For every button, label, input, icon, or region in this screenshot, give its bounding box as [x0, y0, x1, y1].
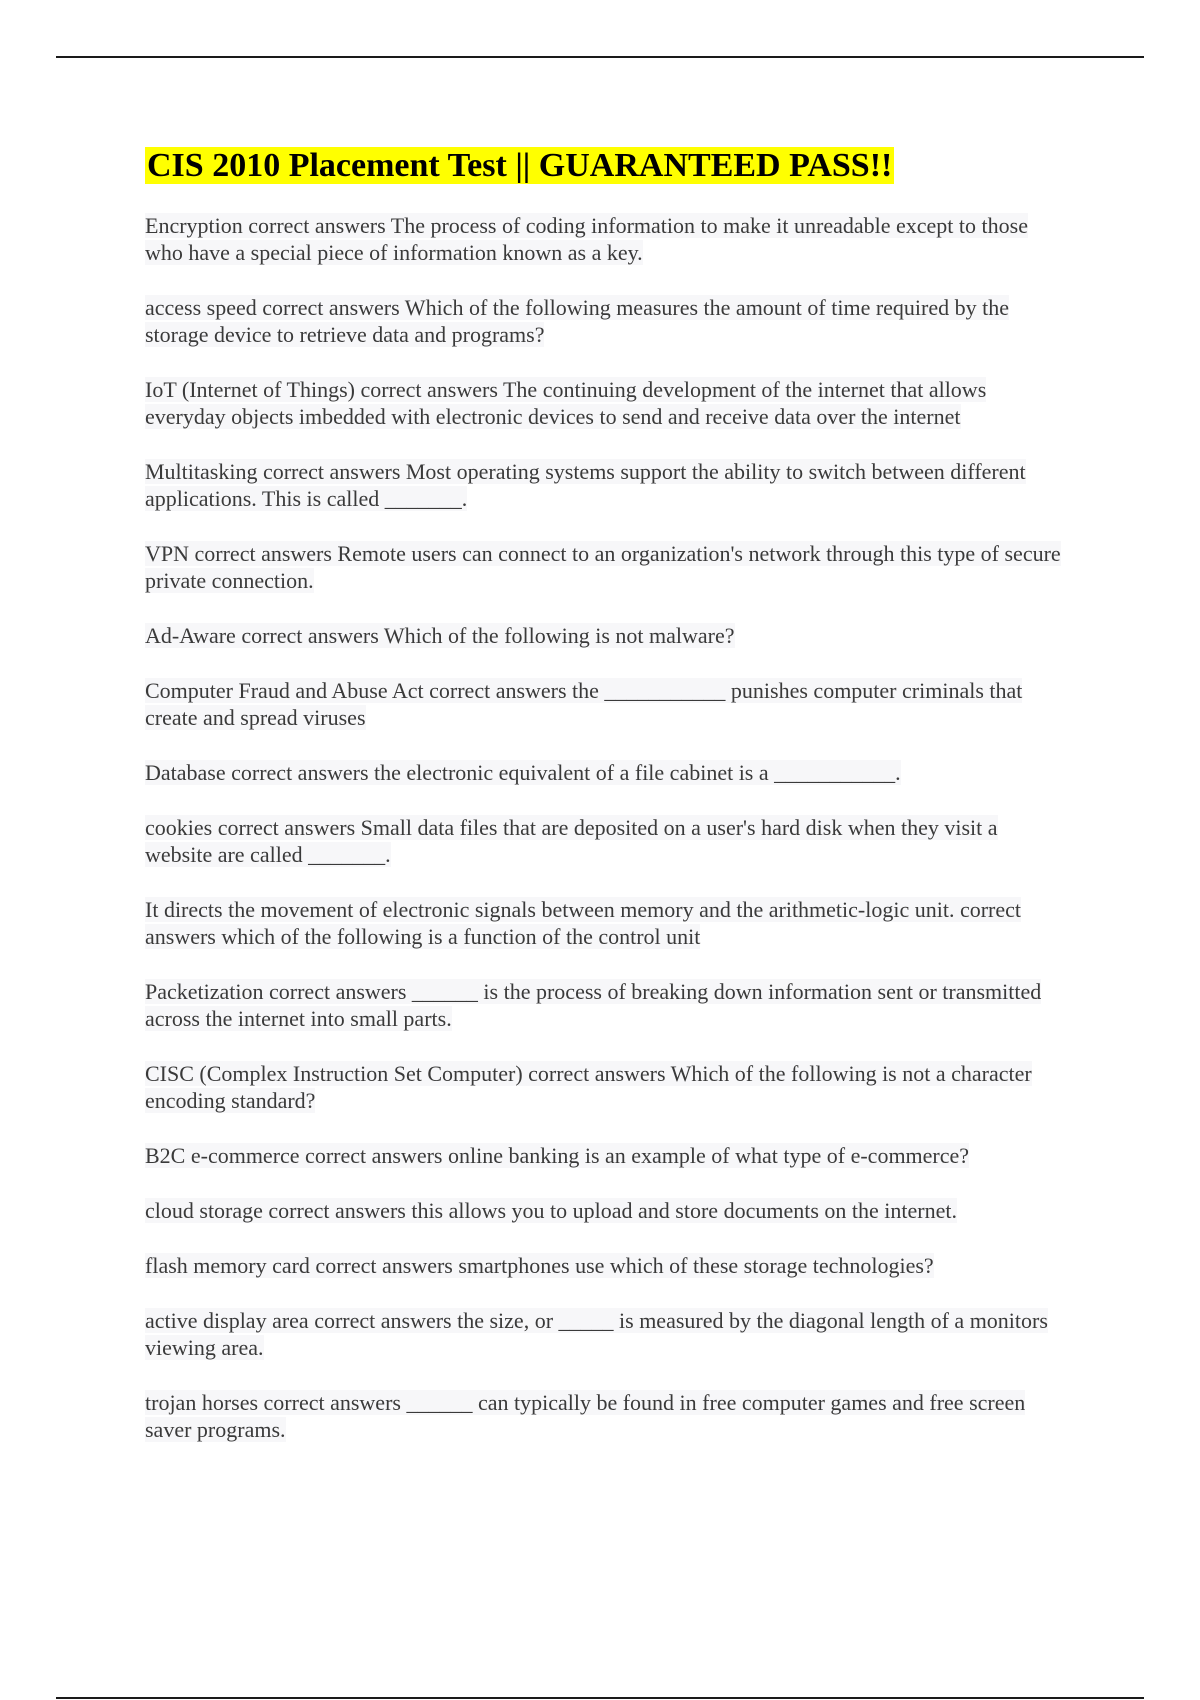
qa-entry [145, 1197, 1065, 1224]
document-title [145, 144, 1065, 188]
qa-entry [145, 458, 1065, 512]
qa-entry [145, 294, 1065, 348]
qa-entry [145, 1389, 1065, 1443]
qa-entry-text: access speed correct answers Which of the following measures the amount of time required by the storage device to retrieve data and programs? [145, 295, 1010, 347]
qa-entry-text: IoT (Internet of Things) correct answers The continuing development of the internet that allows everyday objects imbedded with electronic devices to send and receive data over the internet [145, 377, 987, 429]
qa-entry-text: Ad-Aware correct answers Which of the following is not malware? [145, 623, 735, 648]
qa-entry [145, 540, 1065, 594]
qa-entry-text: active display area correct answers the size, or _____ is measured by the diagonal length of a monitors viewing area. [145, 1308, 1048, 1360]
qa-entry-text: Packetization correct answers ______ is the process of breaking down information sent or transmitted across the internet into small parts. [145, 979, 1042, 1031]
qa-entry-text: Database correct answers the electronic equivalent of a file cabinet is a ___________. [145, 760, 901, 785]
qa-entry-text: Computer Fraud and Abuse Act correct answers the ___________ punishes computer criminals that create and spread viruses [145, 678, 1023, 730]
qa-entry [145, 978, 1065, 1032]
qa-entry-text: VPN correct answers Remote users can connect to an organization's network through this type of secure private connection. [145, 541, 1061, 593]
qa-entry [145, 212, 1065, 266]
document-body [145, 144, 1065, 1471]
qa-entry-text: cookies correct answers Small data files that are deposited on a user's hard disk when they visit a website are called _______. [145, 815, 998, 867]
qa-entry [145, 622, 1065, 649]
qa-entry-text: cloud storage correct answers this allows you to upload and store documents on the internet. [145, 1198, 957, 1223]
qa-entry [145, 1307, 1065, 1361]
qa-entry-text: Encryption correct answers The process of coding information to make it unreadable except to those who have a special piece of information known as a key. [145, 213, 1028, 265]
qa-entry [145, 1252, 1065, 1279]
footer-rule [56, 1697, 1144, 1699]
header-rule [56, 56, 1144, 58]
qa-entry [145, 759, 1065, 786]
qa-entry [145, 1142, 1065, 1169]
qa-entry-text: CISC (Complex Instruction Set Computer) correct answers Which of the following is not a character encoding standard? [145, 1061, 1032, 1113]
qa-entry [145, 1060, 1065, 1114]
qa-entry-text: B2C e-commerce correct answers online banking is an example of what type of e-commerce? [145, 1143, 970, 1168]
qa-entry [145, 814, 1065, 868]
qa-entry [145, 677, 1065, 731]
document-title-text: CIS 2010 Placement Test || GUARANTEED PASS!! [147, 147, 893, 184]
qa-entry-text: It directs the movement of electronic signals between memory and the arithmetic-logic unit. correct answers which of the following is a function of the control unit [145, 897, 1022, 949]
qa-entry-text: flash memory card correct answers smartphones use which of these storage technologies? [145, 1253, 934, 1278]
qa-entry-text: Multitasking correct answers Most operating systems support the ability to switch between different applications. This is called _______. [145, 459, 1026, 511]
qa-entry-text: trojan horses correct answers ______ can typically be found in free computer games and free screen saver programs. [145, 1390, 1026, 1442]
qa-entry [145, 376, 1065, 430]
qa-entry [145, 896, 1065, 950]
